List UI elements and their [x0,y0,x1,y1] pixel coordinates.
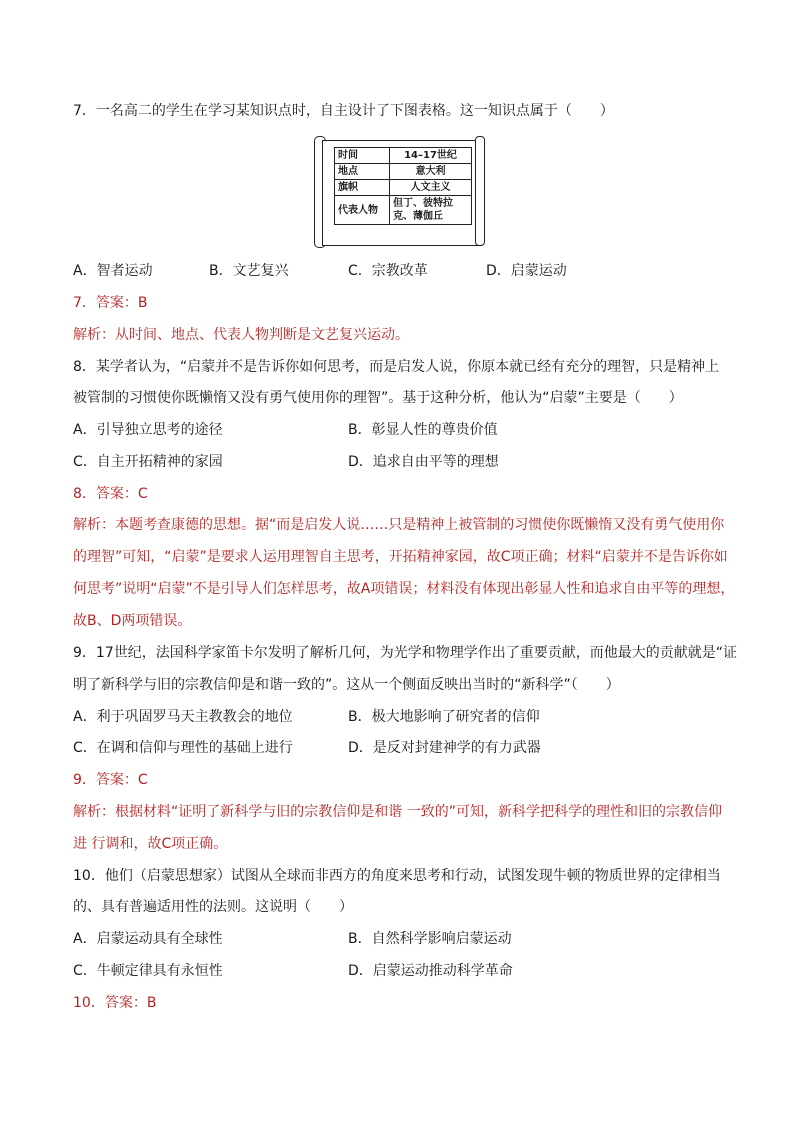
q9-option-b: B．极大地影响了研究者的信仰 [348,709,540,725]
table-row [335,148,472,164]
q10-option-c: C．牛顿定律具有永恒性 [73,963,223,979]
table-value: 14–17世纪 [390,148,472,164]
q8-analysis-line: 何思考”说明“启蒙”不是引导人们怎样思考，故A项错误；材料没有体现出彰显人性和追求自由平等的理想， [73,581,735,597]
q7-option-c: C．宗教改革 [348,263,428,279]
q7-option-d: D．启蒙运动 [486,263,567,279]
q8-analysis-line: 解析：本题考查康德的思想。据“而是启发人说……只是精神上被管制的习惯使你既懒惰又没有勇气使用你 [73,517,725,533]
q9-stem-line: 9．17世纪，法国科学家笛卡尔发明了解析几何，为光学和物理学作出了重要贡献，而他最大的贡献就是“证 [73,645,737,661]
table-value: 人文主义 [390,180,472,196]
q10-stem-line: 10．他们（启蒙思想家）试图从全球而非西方的角度来思考和行动，试图发现牛顿的物质世界的定律相当 [73,868,721,884]
q8-option-a: A．引导独立思考的途径 [73,422,223,438]
table-key: 时间 [335,148,390,164]
q9-answer: 9．答案：C [73,772,148,788]
q9-analysis-line: 解析：根据材料“证明了新科学与旧的宗教信仰是和谐 一致的”可知，新科学把科学的理性和旧的宗教信仰 [73,804,722,820]
q8-analysis-line: 的理智”可知，“启蒙”是要求人运用理智自主思考，开拓精神家园，故C项正确；材料“启蒙并不是告诉你如 [73,549,728,565]
q7-stem: 7．一名高二的学生在学习某知识点时，自主设计了下图表格。这一知识点属于（ ） [73,103,614,119]
table-value: 但丁、彼特拉克、薄伽丘 [390,196,472,225]
q8-answer: 8．答案：C [73,486,148,502]
q9-analysis-line: 进 行调和，故C项正确。 [73,836,228,852]
q7-option-a: A．智者运动 [73,263,153,279]
q8-option-b: B．彰显人性的尊贵价值 [348,422,498,438]
q10-option-a: A．启蒙运动具有全球性 [73,931,223,947]
table-key: 代表人物 [335,196,390,225]
q8-analysis-line: 故B、D两项错误。 [73,613,192,629]
q8-option-d: D．追求自由平等的理想 [348,454,499,470]
q10-option-b: B．自然科学影响启蒙运动 [348,931,512,947]
q8-option-c: C．自主开拓精神的家园 [73,454,223,470]
scroll-right-roll [475,136,485,246]
table-row [335,196,472,225]
q10-answer: 10．答案：B [73,995,157,1011]
q9-option-d: D．是反对封建神学的有力武器 [348,740,541,756]
q7-analysis: 解析：从时间、地点、代表人物判断是文艺复兴运动。 [73,327,409,343]
table-row [335,180,472,196]
table-row [335,164,472,180]
q7-knowledge-table [334,147,472,225]
table-value: 意大利 [390,164,472,180]
q9-stem-line: 明了新科学与旧的宗教信仰是和谐一致的”。这从一个侧面反映出当时的“新科学”（ ） [73,677,620,693]
table-key: 地点 [335,164,390,180]
q10-option-d: D．启蒙运动推动科学革命 [348,963,513,979]
table-key: 旗帜 [335,180,390,196]
q10-stem-line: 的、具有普遍适用性的法则。这说明（ ） [73,899,353,915]
q8-stem-line: 8．某学者认为，“启蒙并不是告诉你如何思考，而是启发人说，你原本就已经有充分的理智，只是精神上 [73,359,720,375]
q7-scroll-table-figure [312,134,488,248]
q7-answer: 7．答案：B [73,295,148,311]
q9-option-a: A．利于巩固罗马天主教教会的地位 [73,709,293,725]
q8-stem-line: 被管制的习惯使你既懒惰又没有勇气使用你的理智”。基于这种分析，他认为“启蒙”主要是（ ） [73,390,683,406]
q9-option-c: C．在调和信仰与理性的基础上进行 [73,740,293,756]
q7-option-b: B．文艺复兴 [209,263,289,279]
